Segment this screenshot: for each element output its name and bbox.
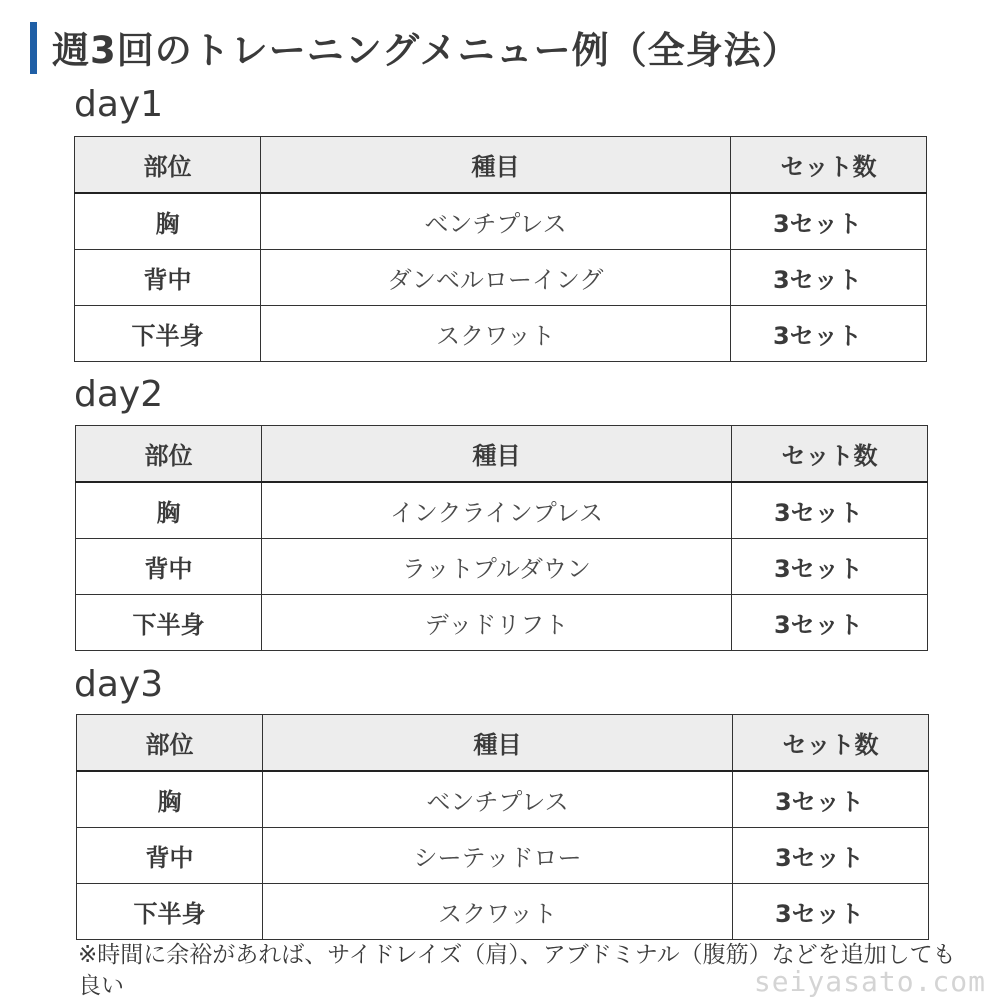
table-row bbox=[77, 884, 929, 940]
header-exercise: 種目 bbox=[262, 426, 732, 483]
cell-sets: 3セット bbox=[733, 828, 929, 884]
cell-exercise: ダンベルローイング bbox=[261, 250, 731, 306]
cell-sets: 3セット bbox=[731, 306, 927, 362]
cell-sets: 3セット bbox=[733, 884, 929, 940]
title-accent-bar bbox=[30, 22, 37, 74]
cell-exercise: インクラインプレス bbox=[262, 482, 732, 539]
day1-table bbox=[74, 136, 927, 362]
cell-part: 胸 bbox=[76, 482, 262, 539]
cell-part: 背中 bbox=[75, 250, 261, 306]
watermark: seiyasato.com bbox=[753, 965, 986, 998]
table-header-row bbox=[75, 137, 927, 194]
cell-sets: 3セット bbox=[733, 771, 929, 828]
cell-part: 胸 bbox=[77, 771, 263, 828]
cell-exercise: スクワット bbox=[263, 884, 733, 940]
cell-sets: 3セット bbox=[732, 482, 928, 539]
cell-sets: 3セット bbox=[732, 539, 928, 595]
table-header-row bbox=[77, 715, 929, 772]
header-sets: セット数 bbox=[732, 426, 928, 483]
cell-exercise: ベンチプレス bbox=[261, 193, 731, 250]
header-exercise: 種目 bbox=[263, 715, 733, 772]
cell-exercise: ベンチプレス bbox=[263, 771, 733, 828]
header-part: 部位 bbox=[75, 137, 261, 194]
cell-part: 背中 bbox=[77, 828, 263, 884]
cell-exercise: デッドリフト bbox=[262, 595, 732, 651]
cell-part: 下半身 bbox=[77, 884, 263, 940]
table-row bbox=[75, 250, 927, 306]
header-sets: セット数 bbox=[733, 715, 929, 772]
header-part: 部位 bbox=[76, 426, 262, 483]
table-row bbox=[76, 482, 928, 539]
footnote: ※時間に余裕があれば、サイドレイズ（肩）、アブドミナル（腹筋）などを追加しても良い bbox=[78, 942, 956, 999]
day3-label: day3 bbox=[74, 664, 164, 705]
header-sets: セット数 bbox=[731, 137, 927, 194]
table-row bbox=[77, 828, 929, 884]
header-exercise: 種目 bbox=[261, 137, 731, 194]
table-row bbox=[76, 539, 928, 595]
cell-part: 下半身 bbox=[76, 595, 262, 651]
table-row bbox=[77, 771, 929, 828]
day3-table bbox=[76, 714, 929, 940]
header-part: 部位 bbox=[77, 715, 263, 772]
cell-sets: 3セット bbox=[731, 250, 927, 306]
day1-label: day1 bbox=[74, 84, 164, 125]
table-row bbox=[75, 306, 927, 362]
cell-exercise: スクワット bbox=[261, 306, 731, 362]
cell-part: 胸 bbox=[75, 193, 261, 250]
cell-sets: 3セット bbox=[732, 595, 928, 651]
cell-exercise: シーテッドロー bbox=[263, 828, 733, 884]
day2-table bbox=[75, 425, 928, 651]
cell-part: 下半身 bbox=[75, 306, 261, 362]
day2-label: day2 bbox=[74, 374, 164, 415]
table-row bbox=[76, 595, 928, 651]
table-row bbox=[75, 193, 927, 250]
page-title: 週3回のトレーニングメニュー例（全身法） bbox=[52, 29, 800, 72]
cell-sets: 3セット bbox=[731, 193, 927, 250]
table-header-row bbox=[76, 426, 928, 483]
cell-part: 背中 bbox=[76, 539, 262, 595]
cell-exercise: ラットプルダウン bbox=[262, 539, 732, 595]
